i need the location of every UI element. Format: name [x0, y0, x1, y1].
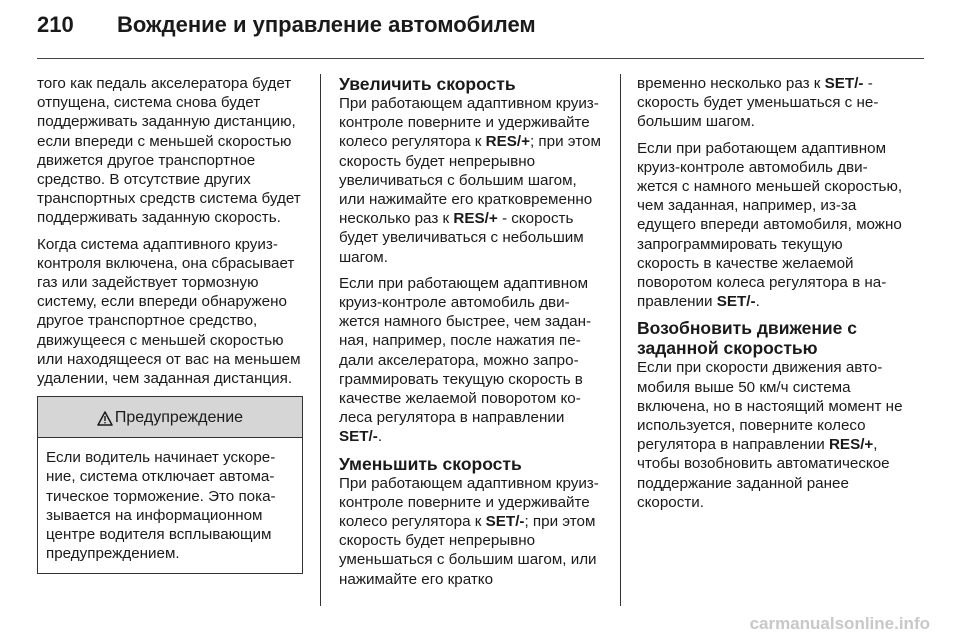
cont-text-a: временно несколько раз к: [637, 75, 825, 92]
page-header: [37, 12, 536, 38]
key-set-minus-4: SET/-: [716, 293, 756, 311]
column-divider-1: [320, 74, 321, 606]
faster-text-end: .: [377, 428, 383, 446]
faster-text: Если при работающем адаптивном круиз-контроле автомобиль движется намного быстрее, чем заданная, например, после нажатия педали акселератора, можно запрограммировать текущую скорость в качестве желаемой поворотом колеса регулятора в направлении: [339, 274, 592, 427]
column-left: [37, 74, 303, 574]
warning-box: [37, 396, 303, 574]
header-divider: [37, 58, 924, 59]
paragraph-increase: [339, 94, 602, 267]
paragraph-faster: [339, 274, 602, 447]
key-set-minus: SET/-: [339, 428, 378, 446]
paragraph-distance: того как педаль акселератора будет отпущена, система снова будет поддерживать заданную дистанцию, если впереди с меньшей скоростью движется другое транспортное средство. В отсутствие других транспортных средств система будет поддерживать заданную скорость.: [37, 75, 301, 227]
heading-decrease-speed: Уменьшить скорость: [339, 453, 522, 474]
key-res-plus-2: RES/+: [453, 210, 498, 228]
paragraph-resume: [637, 358, 903, 512]
resume-text-b: , чтобы возобновить автоматическое поддержание заданной ранее скорости.: [637, 436, 890, 511]
column-middle: [339, 74, 602, 596]
cont-text-b: - скорость будет уменьшаться с небольшим шагом.: [637, 75, 879, 131]
page-number: 210: [37, 12, 74, 37]
key-set-minus-2: SET/-: [485, 513, 525, 531]
column-right: [637, 74, 903, 519]
decrease-text-b: ; при этом скорость будет непрерывно уменьшаться с большим шагом, или нажимайте его кратко: [339, 513, 597, 588]
key-res-plus: RES/+: [485, 133, 530, 151]
increase-text-b: ; при этом скорость будет непрерывно увеличиваться с большим шагом, или нажимайте его кратковременно несколько раз к: [339, 133, 601, 228]
paragraph-decrease: [339, 474, 602, 589]
decrease-text-a: При работающем адаптивном круиз-контроле поверните и удерживайте колесо регулятора к: [339, 474, 599, 531]
warning-triangle-icon: [97, 411, 113, 426]
warning-header: [38, 397, 302, 438]
paragraph-braking: Когда система адаптивного круиз-контроля включена, она сбрасывает газ или задействует тормозную систему, если впереди обнаружено другое транспортное средство, движущееся с меньшей скоростью или находящееся от вас на меньшем удалении, чем заданная дистанция.: [37, 235, 301, 388]
watermark: carmanualsonline.info: [749, 614, 930, 633]
resume-text-a: Если при скорости движения автомобиля выше 50 км/ч система включена, но в настоящий момент не используется, поверните колесо регулятора в направлении: [637, 359, 903, 454]
key-res-plus-3: RES/+: [828, 436, 874, 454]
slower-text-end: .: [755, 293, 760, 311]
paragraph-decrease-cont: [637, 74, 903, 132]
slower-text: Если при работающем адаптивном круиз-контроле автомобиль движется с намного меньшей скоростью, чем заданная, например, из-за едущего впереди автомобиля, можно запрограммировать текущую скорость в качестве желаемой поворотом колеса регулятора в направлении: [637, 139, 903, 311]
heading-increase-speed: Увеличить скорость: [339, 74, 516, 94]
key-set-minus-3: SET/-: [824, 75, 864, 92]
column-divider-2: [620, 74, 621, 606]
warning-text: Если водитель начинает ускорение, система отключает автоматическое торможение. Это показывается на информационном центре водителя всплывающим предупреждением.: [46, 449, 276, 563]
chapter-title: Вождение и управление автомобилем: [117, 12, 536, 37]
heading-resume-speed: Возобновить движение с заданной скоростью: [637, 318, 858, 359]
warning-title: Предупреждение: [114, 408, 244, 426]
increase-text-a: При работающем адаптивном круиз-контроле поверните и удерживайте колесо регулятора к: [339, 95, 599, 151]
increase-text-c: - скорость будет увеличиваться с небольшим шагом.: [339, 210, 584, 266]
paragraph-slower: [637, 139, 903, 312]
